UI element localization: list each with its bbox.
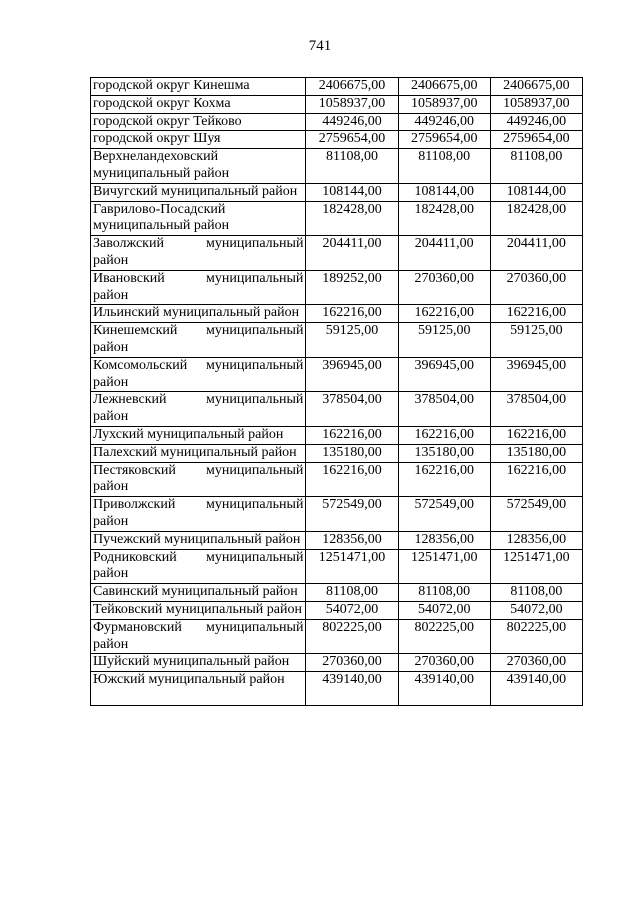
table-row bbox=[91, 270, 583, 305]
amount-cell: 128356,00 bbox=[490, 531, 582, 549]
table-row bbox=[91, 426, 583, 444]
amount-cell: 572549,00 bbox=[490, 497, 582, 532]
amount-cell: 54072,00 bbox=[490, 601, 582, 619]
amount-cell: 439140,00 bbox=[490, 672, 582, 706]
amount-cell: 378504,00 bbox=[306, 392, 398, 427]
municipality-name: городской округ Шуя bbox=[91, 131, 306, 149]
amount-cell: 128356,00 bbox=[398, 531, 490, 549]
municipality-name: Верхнеландеховский муниципальный район bbox=[91, 149, 306, 184]
table-row bbox=[91, 531, 583, 549]
municipality-name: Кинешемский муниципальный район bbox=[91, 323, 306, 358]
table-row bbox=[91, 183, 583, 201]
amount-cell: 182428,00 bbox=[306, 201, 398, 236]
table-row bbox=[91, 131, 583, 149]
amount-cell: 1251471,00 bbox=[490, 549, 582, 584]
table-row bbox=[91, 584, 583, 602]
amount-cell: 108144,00 bbox=[398, 183, 490, 201]
amount-cell: 378504,00 bbox=[490, 392, 582, 427]
amount-cell: 439140,00 bbox=[306, 672, 398, 706]
table-row bbox=[91, 78, 583, 96]
amount-cell: 81108,00 bbox=[306, 584, 398, 602]
amount-cell: 270360,00 bbox=[490, 270, 582, 305]
amount-cell: 802225,00 bbox=[398, 619, 490, 654]
amount-cell: 572549,00 bbox=[398, 497, 490, 532]
amount-cell: 135180,00 bbox=[306, 444, 398, 462]
amount-cell: 204411,00 bbox=[398, 236, 490, 271]
amount-cell: 1058937,00 bbox=[490, 95, 582, 113]
budget-table-body bbox=[91, 78, 583, 706]
amount-cell: 270360,00 bbox=[490, 654, 582, 672]
municipality-name: Палехский муниципальный район bbox=[91, 444, 306, 462]
municipality-name: Заволжский муниципальный район bbox=[91, 236, 306, 271]
amount-cell: 270360,00 bbox=[398, 270, 490, 305]
municipality-name: городской округ Кохма bbox=[91, 95, 306, 113]
amount-cell: 439140,00 bbox=[398, 672, 490, 706]
amount-cell: 135180,00 bbox=[398, 444, 490, 462]
amount-cell: 270360,00 bbox=[398, 654, 490, 672]
amount-cell: 1251471,00 bbox=[398, 549, 490, 584]
amount-cell: 2759654,00 bbox=[306, 131, 398, 149]
municipality-name: городской округ Тейково bbox=[91, 113, 306, 131]
municipality-name: Савинский муниципальный район bbox=[91, 584, 306, 602]
amount-cell: 81108,00 bbox=[398, 149, 490, 184]
municipality-name: Пестяковский муниципальный район bbox=[91, 462, 306, 497]
table-row bbox=[91, 323, 583, 358]
table-row bbox=[91, 619, 583, 654]
amount-cell: 162216,00 bbox=[490, 426, 582, 444]
amount-cell: 189252,00 bbox=[306, 270, 398, 305]
amount-cell: 449246,00 bbox=[490, 113, 582, 131]
municipality-name: Фурмановский муниципальный район bbox=[91, 619, 306, 654]
amount-cell: 81108,00 bbox=[490, 149, 582, 184]
table-row bbox=[91, 201, 583, 236]
amount-cell: 108144,00 bbox=[306, 183, 398, 201]
amount-cell: 1058937,00 bbox=[398, 95, 490, 113]
amount-cell: 1058937,00 bbox=[306, 95, 398, 113]
table-row bbox=[91, 392, 583, 427]
table-row bbox=[91, 305, 583, 323]
amount-cell: 81108,00 bbox=[398, 584, 490, 602]
municipality-name: Пучежский муниципальный район bbox=[91, 531, 306, 549]
table-row bbox=[91, 113, 583, 131]
page-number: 741 bbox=[308, 38, 332, 54]
municipality-name: городской округ Кинешма bbox=[91, 78, 306, 96]
municipality-name: Приволжский муниципальный район bbox=[91, 497, 306, 532]
amount-cell: 108144,00 bbox=[490, 183, 582, 201]
municipality-name: Лухский муниципальный район bbox=[91, 426, 306, 444]
amount-cell: 162216,00 bbox=[306, 305, 398, 323]
amount-cell: 378504,00 bbox=[398, 392, 490, 427]
amount-cell: 54072,00 bbox=[306, 601, 398, 619]
municipality-name: Гаврилово-Посадский муниципальный район bbox=[91, 201, 306, 236]
amount-cell: 396945,00 bbox=[398, 357, 490, 392]
amount-cell: 182428,00 bbox=[398, 201, 490, 236]
table-row bbox=[91, 497, 583, 532]
amount-cell: 135180,00 bbox=[490, 444, 582, 462]
amount-cell: 59125,00 bbox=[398, 323, 490, 358]
table-row bbox=[91, 444, 583, 462]
amount-cell: 204411,00 bbox=[306, 236, 398, 271]
amount-cell: 2759654,00 bbox=[490, 131, 582, 149]
amount-cell: 2406675,00 bbox=[306, 78, 398, 96]
municipality-name: Ивановский муниципальный район bbox=[91, 270, 306, 305]
municipality-name: Вичугский муниципальный район bbox=[91, 183, 306, 201]
amount-cell: 182428,00 bbox=[490, 201, 582, 236]
amount-cell: 162216,00 bbox=[306, 426, 398, 444]
table-row bbox=[91, 462, 583, 497]
municipality-name: Лежневский муниципальный район bbox=[91, 392, 306, 427]
amount-cell: 128356,00 bbox=[306, 531, 398, 549]
amount-cell: 396945,00 bbox=[306, 357, 398, 392]
amount-cell: 2406675,00 bbox=[398, 78, 490, 96]
municipality-name: Ильинский муниципальный район bbox=[91, 305, 306, 323]
table-row bbox=[91, 601, 583, 619]
amount-cell: 162216,00 bbox=[490, 462, 582, 497]
amount-cell: 59125,00 bbox=[306, 323, 398, 358]
municipality-name: Родниковский муниципальный район bbox=[91, 549, 306, 584]
table-row bbox=[91, 236, 583, 271]
amount-cell: 162216,00 bbox=[398, 305, 490, 323]
table-row bbox=[91, 357, 583, 392]
amount-cell: 802225,00 bbox=[306, 619, 398, 654]
table-row bbox=[91, 549, 583, 584]
municipality-name: Шуйский муниципальный район bbox=[91, 654, 306, 672]
table-row bbox=[91, 95, 583, 113]
amount-cell: 396945,00 bbox=[490, 357, 582, 392]
amount-cell: 802225,00 bbox=[490, 619, 582, 654]
table-row bbox=[91, 149, 583, 184]
amount-cell: 449246,00 bbox=[306, 113, 398, 131]
amount-cell: 162216,00 bbox=[398, 426, 490, 444]
table-row bbox=[91, 654, 583, 672]
municipality-name: Южский муниципальный район bbox=[91, 672, 306, 706]
amount-cell: 81108,00 bbox=[306, 149, 398, 184]
amount-cell: 270360,00 bbox=[306, 654, 398, 672]
amount-cell: 54072,00 bbox=[398, 601, 490, 619]
municipality-name: Комсомольский муниципальный район bbox=[91, 357, 306, 392]
amount-cell: 2406675,00 bbox=[490, 78, 582, 96]
table-row bbox=[91, 672, 583, 706]
municipality-name: Тейковский муниципальный район bbox=[91, 601, 306, 619]
amount-cell: 59125,00 bbox=[490, 323, 582, 358]
amount-cell: 2759654,00 bbox=[398, 131, 490, 149]
amount-cell: 162216,00 bbox=[306, 462, 398, 497]
amount-cell: 162216,00 bbox=[490, 305, 582, 323]
amount-cell: 81108,00 bbox=[490, 584, 582, 602]
amount-cell: 162216,00 bbox=[398, 462, 490, 497]
budget-table bbox=[90, 77, 583, 706]
amount-cell: 1251471,00 bbox=[306, 549, 398, 584]
amount-cell: 449246,00 bbox=[398, 113, 490, 131]
amount-cell: 572549,00 bbox=[306, 497, 398, 532]
amount-cell: 204411,00 bbox=[490, 236, 582, 271]
